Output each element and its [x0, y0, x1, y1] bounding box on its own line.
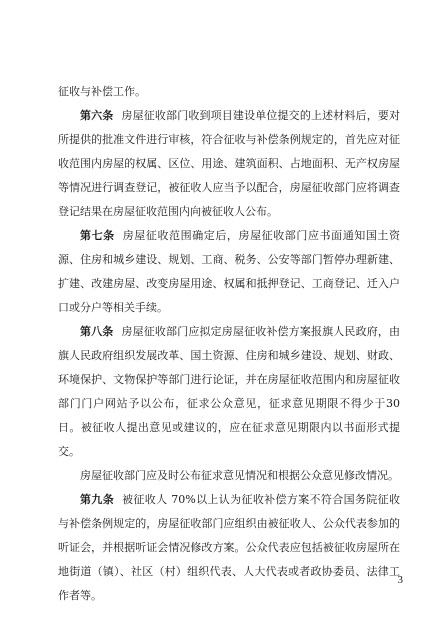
article-9-paragraph	[58, 488, 400, 608]
article-8-followup-paragraph	[58, 464, 400, 488]
paragraph-text: 房屋征收部门收到项目建设单位提交的上述材料后，要对所提供的批准文件进行审核，符合征收与补偿条例规定的，首先应对征收范围内房屋的权属、区位、用途、建筑面积、占地面积、无产权房屋等情况进行调查登记，被征收人应当予以配合，房屋征收部门应将调查登记结果在房屋征收范围内向被征收人公布。	[58, 109, 401, 218]
paragraph-text: 房屋征收范围确定后，房屋征收部门应书面通知国土资源、住房和城乡建设、规划、工商、税务、公安等部门暂停办理新建、扩建、改建房屋、改变房屋用途、权属和抵押登记、工商登记、迁入户口或分户等相关手续。	[58, 229, 401, 314]
paragraph-text: 被征收人 70%以上认为征收补偿方案不符合国务院征收与补偿条例规定的，房屋征收部门应组织由被征收人、公众代表参加的听证会，并根据听证会情况修改方案。公众代表应包括被征收房屋所在地街道（镇）、社区（村）组织代表、人大代表或者政协委员、法律工作者等。	[58, 493, 400, 602]
paragraph-text: 房屋征收部门应及时公布征求意见情况和根据公众意见修改情况。	[80, 469, 399, 482]
article-number: 第八条	[80, 325, 114, 338]
article-7-paragraph	[58, 224, 400, 320]
document-body	[58, 80, 400, 608]
paragraph-text: 房屋征收部门应拟定房屋征收补偿方案报旗人民政府，由旗人民政府组织发展改革、国土资源、住房和城乡建设、规划、财政、环境保护、文物保护等部门进行论证，并在房屋征收范围内和房屋征收部门门户网站予以公布，征求公众意见，征求意见期限不得少于30日。被征收人提出意见或建议的，应在征求意见期限内以书面形式提交。	[58, 325, 401, 458]
article-6-paragraph	[58, 104, 400, 224]
article-number: 第七条	[80, 229, 115, 242]
paragraph-continuation	[58, 80, 400, 104]
article-number: 第九条	[80, 493, 115, 506]
article-8-paragraph	[58, 320, 400, 464]
article-number: 第六条	[80, 109, 114, 122]
page-number: 3	[397, 574, 403, 586]
paragraph-text: 征收与补偿工作。	[58, 85, 146, 98]
